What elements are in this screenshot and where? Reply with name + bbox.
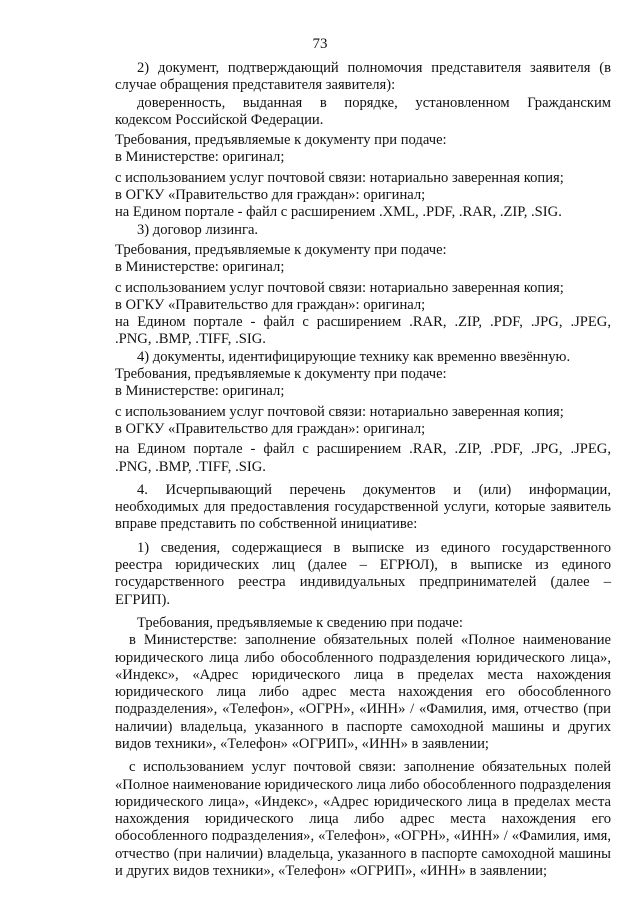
text-line: на Едином портале - файл с расширением .RAR, .ZIP, .PDF, .JPG, .JPEG, (115, 441, 611, 458)
text-line: случае обращения представителя заявителя): (115, 77, 396, 94)
text-line: юридического лица либо адрес места нахождения его обособленного (115, 684, 611, 701)
text-line: вправе представить по собственной инициативе: (115, 516, 418, 533)
text-line: необходимых для предоставления государственной услуги, которые заявитель (115, 499, 611, 516)
text-line: в ОГКУ «Правительство для граждан»: оригинал; (115, 420, 426, 437)
text-line: в Министерстве: оригинал; (115, 259, 285, 276)
text-line: на Едином портале - файл с расширением .RAR, .ZIP, .PDF, .JPG, .JPEG, (115, 314, 611, 331)
text-line: «Индекс», «Адрес юридического лица в пределах места нахождения (115, 666, 611, 683)
text-line: с использованием услуг почтовой связи: нотариально заверенная копия; (115, 169, 564, 186)
text-line: юридического лица либо обособленного подразделения юридического лица», (115, 649, 611, 666)
text-line: 2) документ, подтверждающий полномочия представителя заявителя (в (137, 60, 611, 76)
text-line: Требования, предъявляемые к документу при подаче: (115, 132, 447, 149)
text-line: в Министерстве: оригинал; (115, 383, 285, 400)
text-line: 4. Исчерпывающий перечень документов и (или) информации, (137, 481, 611, 498)
text-line: .PNG, .BMP, .TIFF, .SIG. (115, 458, 266, 475)
text-line: ЕГРИП). (115, 591, 171, 608)
text-line: 1) сведения, содержащиеся в выписке из единого государственного (137, 539, 611, 556)
text-line: 3) договор лизинга. (137, 221, 259, 238)
text-line: в Министерстве: заполнение обязательных полей «Полное наименование (129, 632, 611, 649)
text-line: Требования, предъявляемые к документу при подаче: (115, 241, 447, 258)
text-line: на Едином портале - файл с расширением .XML, .PDF, .RAR, .ZIP, .SIG. (115, 204, 562, 221)
text-line: в ОГКУ «Правительство для граждан»: оригинал; (115, 187, 426, 204)
document-body (115, 60, 611, 880)
text-line: подразделения», «Телефон», «ОГРН», «ИНН» / «Фамилия, имя, отчество (при (115, 701, 611, 718)
text-line: обособленного подразделения», «Телефон», «ОГРН», «ИНН» / «Фамилия, имя, (115, 828, 611, 845)
text-line: с использованием услуг почтовой связи: нотариально заверенная копия; (115, 403, 564, 420)
text-line: отчество (при наличии) владельца, указанного в паспорте самоходной машины (115, 845, 611, 862)
text-line: Требования, предъявляемые к документу при подаче: (115, 366, 447, 383)
text-line: с использованием услуг почтовой связи: заполнение обязательных полей (129, 759, 611, 776)
text-line: в ОГКУ «Правительство для граждан»: оригинал; (115, 296, 426, 313)
text-line: и других видов техники», «Телефон» «ОГРИП», «ИНН» в заявлении; (115, 863, 547, 880)
text-line: доверенность, выданная в порядке, установленном Гражданским (137, 94, 611, 111)
text-line: реестра юридических лиц (далее – ЕГРЮЛ), в выписке из единого (115, 557, 611, 574)
text-line: нахождения юридического лица либо адрес места нахождения его (115, 811, 611, 828)
page-number: 73 (312, 36, 328, 52)
text-line: «Полное наименование юридического лица либо обособленного подразделения (115, 776, 611, 793)
text-line: наличии) владельца, указанного в паспорте самоходной машины и других (115, 718, 611, 735)
text-line: 4) документы, идентифицирующие технику как временно ввезённую. (137, 348, 571, 365)
text-line: государственного реестра индивидуальных предпринимателей (далее – (115, 574, 611, 591)
text-line: .PNG, .BMP, .TIFF, .SIG. (115, 331, 266, 348)
text-line: Требования, предъявляемые к сведению при подаче: (137, 614, 463, 631)
text-line: в Министерстве: оригинал; (115, 149, 285, 166)
text-line: с использованием услуг почтовой связи: нотариально заверенная копия; (115, 279, 564, 296)
text-line: кодексом Российской Федерации. (115, 111, 324, 128)
text-line: юридического лица», «Индекс», «Адрес юридического лица в пределах места (115, 793, 611, 810)
text-line: видов техники», «Телефон» «ОГРИП», «ИНН» в заявлении; (115, 735, 489, 752)
